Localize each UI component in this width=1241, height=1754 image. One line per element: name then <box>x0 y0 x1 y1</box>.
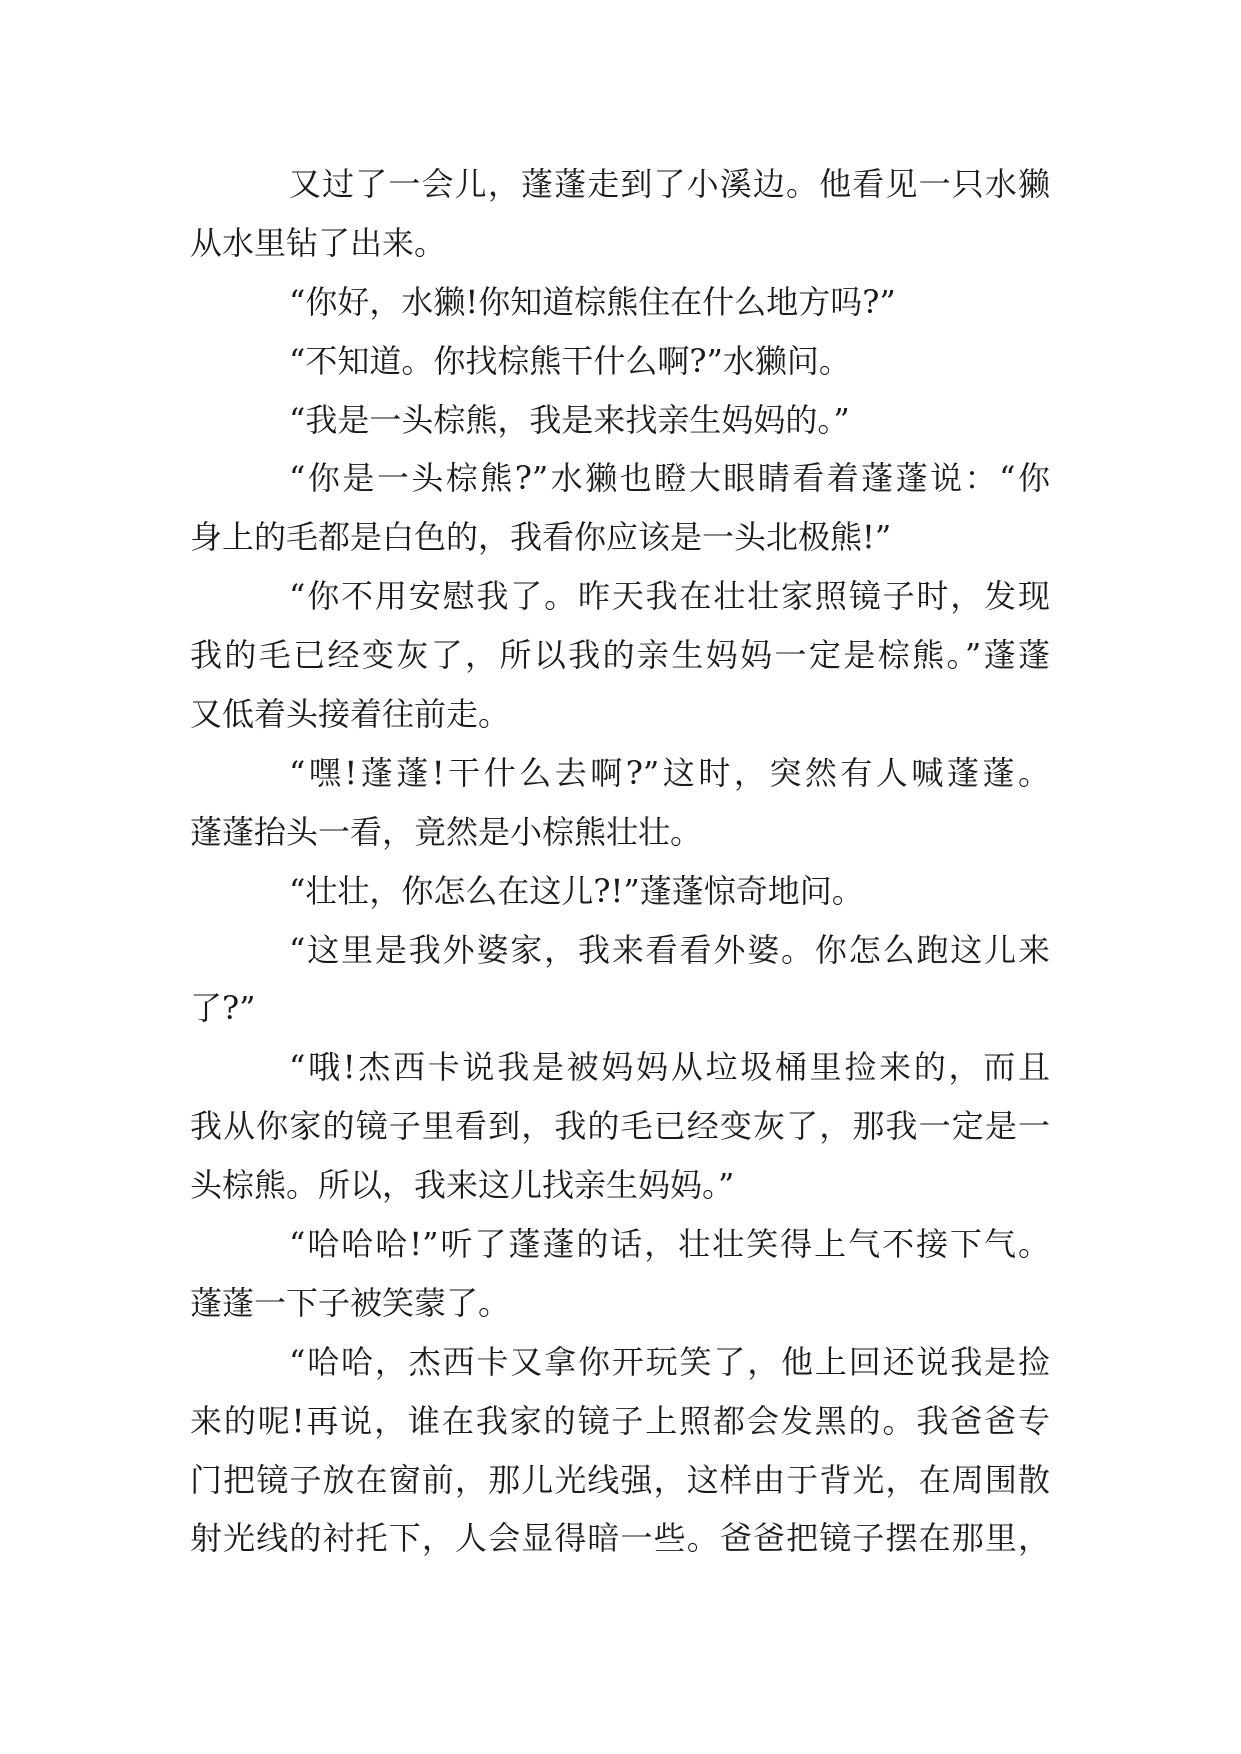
text-line: “不知道。你找棕熊干什么啊?”水獭问。 <box>289 341 851 380</box>
text-line: 我的毛已经变灰了，所以我的亲生妈妈一定是棕熊。”蓬蓬 <box>190 636 1050 675</box>
paragraph <box>190 332 1050 391</box>
paragraph <box>190 391 1050 450</box>
text-line: “你是一头棕熊?”水獭也瞪大眼睛看着蓬蓬说：“你 <box>289 459 1050 498</box>
body-text <box>190 155 1050 1568</box>
text-line: “嘿!蓬蓬!干什么去啊?”这时，突然有人喊蓬蓬。 <box>289 753 1050 792</box>
text-line: 蓬蓬一下子被笑蒙了。 <box>190 1283 511 1322</box>
text-line: “哦!杰西卡说我是被妈妈从垃圾桶里捡来的，而且 <box>289 1048 1050 1087</box>
paragraph <box>190 1038 1050 1215</box>
paragraph <box>190 744 1050 862</box>
text-line: “我是一头棕熊，我是来找亲生妈妈的。” <box>289 400 850 439</box>
text-line: 来的呢!再说，谁在我家的镜子上照都会发黑的。我爸爸专 <box>190 1401 1050 1440</box>
paragraph <box>190 1333 1050 1569</box>
text-line: 又过了一会儿，蓬蓬走到了小溪边。他看见一只水獭 <box>289 165 1050 203</box>
paragraph <box>190 567 1050 744</box>
text-line: “你好，水獭!你知道棕熊住在什么地方吗?” <box>289 282 896 321</box>
text-line: 从水里钻了出来。 <box>190 223 447 262</box>
text-line: 射光线的衬托下，人会显得暗一些。爸爸把镜子摆在那里， <box>190 1519 1050 1558</box>
text-line: 又低着头接着往前走。 <box>190 695 511 734</box>
text-line: 头棕熊。所以，我来这儿找亲生妈妈。” <box>190 1166 735 1205</box>
text-line: “你不用安慰我了。昨天我在壮壮家照镜子时，发现 <box>289 577 1050 616</box>
text-line: 蓬蓬抬头一看，竟然是小棕熊壮壮。 <box>190 812 703 851</box>
text-line: 我从你家的镜子里看到，我的毛已经变灰了，那我一定是一 <box>190 1107 1050 1146</box>
paragraph <box>190 449 1050 567</box>
text-line: 了?” <box>190 989 256 1028</box>
paragraph <box>190 273 1050 332</box>
text-line: 身上的毛都是白色的，我看你应该是一头北极熊!” <box>190 518 892 557</box>
paragraph <box>190 862 1050 921</box>
text-line: “这里是我外婆家，我来看看外婆。你怎么跑这儿来 <box>289 930 1050 969</box>
paragraph <box>190 1215 1050 1333</box>
text-line: “壮壮，你怎么在这儿?!”蓬蓬惊奇地问。 <box>289 871 864 910</box>
text-line: “哈哈哈!”听了蓬蓬的话，壮壮笑得上气不接下气。 <box>289 1225 1050 1264</box>
paragraph <box>190 921 1050 1039</box>
paragraph <box>190 155 1050 273</box>
text-line: “哈哈，杰西卡又拿你开玩笑了，他上回还说我是捡 <box>289 1342 1050 1381</box>
text-line: 门把镜子放在窗前，那儿光线强，这样由于背光，在周围散 <box>190 1460 1050 1499</box>
